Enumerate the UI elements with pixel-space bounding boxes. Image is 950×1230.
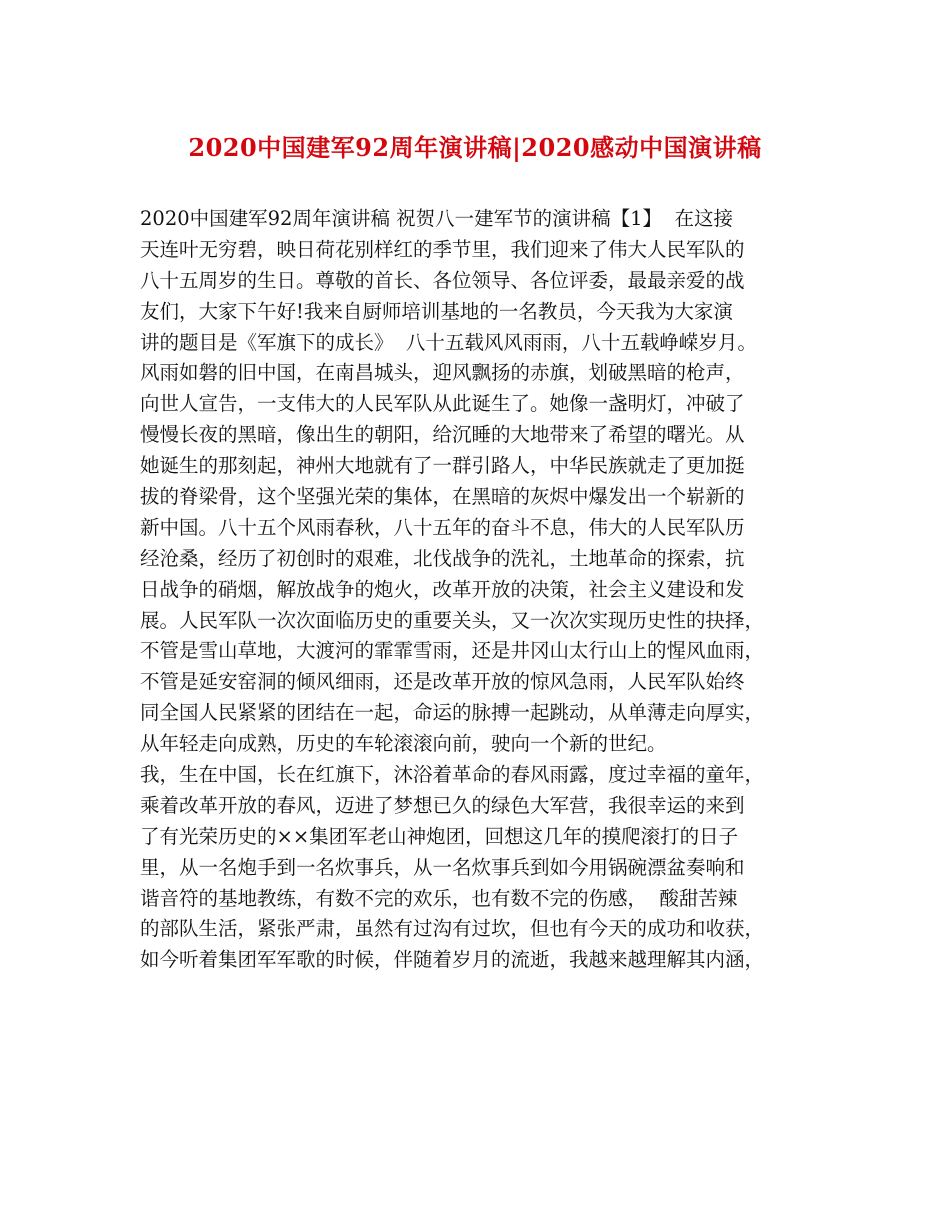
text-line: 不管是延安窑洞的倾风细雨，还是改革开放的惊风急雨，人民军队始终 — [140, 670, 745, 694]
text-line: 经沧桑，经历了初创时的艰难，北伐战争的洗礼，土地革命的探索，抗 — [140, 546, 745, 570]
text-line: 风雨如磐的旧中国，在南昌城头，迎风飘扬的赤旗，划破黑暗的枪声， — [140, 361, 745, 385]
text-line: 乘着改革开放的春风，迈进了梦想已久的绿色大军营，我很幸运的来到 — [140, 793, 745, 817]
page-title: 2020中国建军92周年演讲稿|2020感动中国演讲稿 — [188, 133, 762, 162]
text-line: 慢慢长夜的黑暗，像出生的朝阳，给沉睡的大地带来了希望的曙光。从 — [140, 423, 745, 447]
text-line: 谐音符的基地教练，有数不完的欢乐，也有数不完的伤感， 酸甜苦辣 — [140, 886, 738, 910]
text-line: 向世人宣告，一支伟大的人民军队从此诞生了。她像一盏明灯，冲破了 — [140, 392, 745, 416]
text-line: 新中国。八十五个风雨春秋，八十五年的奋斗不息，伟大的人民军队历 — [140, 515, 745, 539]
text-line: 天连叶无穷碧，映日荷花别样红的季节里，我们迎来了伟大人民军队的 — [140, 237, 745, 261]
text-line: 不管是雪山草地，大渡河的霏霏雪雨，还是井冈山太行山上的惺风血雨， — [140, 639, 765, 663]
text-line: 日战争的硝烟，解放战争的炮火，改革开放的决策，社会主义建设和发 — [140, 577, 745, 601]
text-line: 了有光荣历史的××集团军老山神炮团，回想这几年的摸爬滚打的日子 — [140, 824, 739, 848]
text-line: 友们，大家下午好!我来自厨师培训基地的一名教员，今天我为大家演 — [140, 299, 733, 323]
body-text — [140, 204, 840, 976]
text-line: 八十五周岁的生日。尊敬的首长、各位领导、各位评委，最最亲爱的战 — [140, 268, 745, 292]
text-line: 从年轻走向成熟，历史的车轮滚滚向前，驶向一个新的世纪。 — [140, 732, 667, 756]
text-line: 我，生在中国，长在红旗下，沐浴着革命的春风雨露，度过幸福的童年， — [140, 763, 765, 787]
text-line: 同全国人民紧紧的团结在一起，命运的脉搏一起跳动，从单薄走向厚实， — [140, 701, 765, 725]
text-line: 展。人民军队一次次面临历史的重要关头，又一次次实现历史性的抉择， — [140, 608, 765, 632]
text-line: 她诞生的那刻起，神州大地就有了一群引路人，中华民族就走了更加挺 — [140, 454, 745, 478]
text-line: 如今听着集团军军歌的时候，伴随着岁月的流逝，我越来越理解其内涵， — [140, 948, 765, 972]
text-line: 里，从一名炮手到一名炊事兵，从一名炊事兵到如今用锅碗漂盆奏响和 — [140, 855, 745, 879]
text-line: 的部队生活，紧张严肃，虽然有过沟有过坎，但也有今天的成功和收获， — [140, 917, 765, 941]
text-line: 讲的题目是《军旗下的成长》 八十五载风风雨雨，八十五载峥嵘岁月。 — [140, 330, 757, 354]
text-line: 2020中国建军92周年演讲稿 祝贺八一建军节的演讲稿【1】 在这接 — [140, 207, 733, 230]
text-line: 拔的脊梁骨，这个坚强光荣的集体，在黑暗的灰烬中爆发出一个崭新的 — [140, 485, 745, 509]
